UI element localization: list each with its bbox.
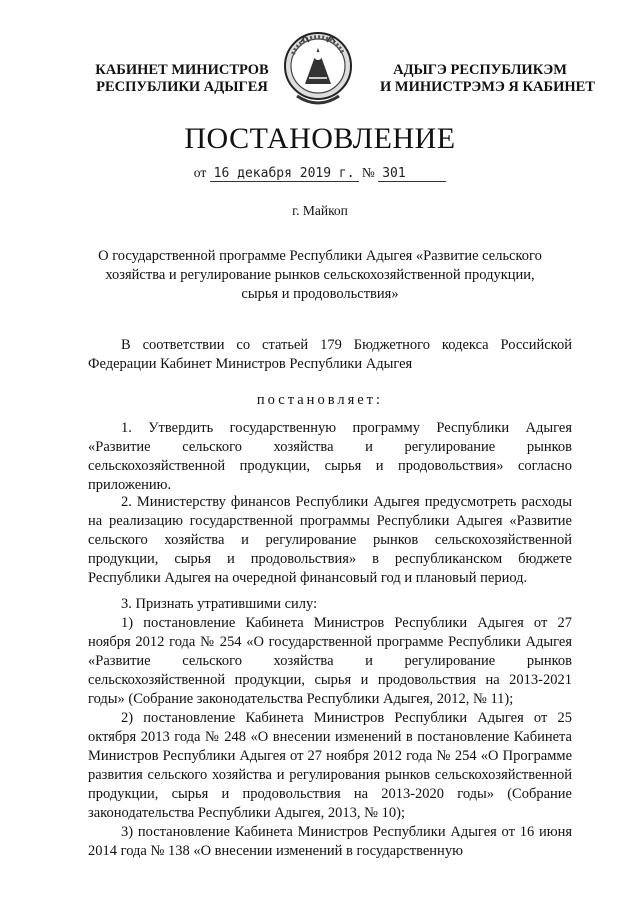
subject-line1: О государственной программе Республики Адыгея «Развитие сельского — [98, 248, 542, 264]
subject-heading — [80, 247, 560, 304]
item-1 — [88, 419, 572, 495]
item-3-sub-2: 2) постановление Кабинета Министров Республики Адыгея от 25 октября 2013 года № 248 «О внесении изменений в постановление Кабинета Министров Республики Адыгея от 27 ноября 2012 года № 254 «О Программе развития сельского хозяйства и регулирования рынков сельскохозяйственной продукции, сырья и продовольствия на 2013-2020 годы» (Собрание законодательства Республики Адыгея, 2013, № 10); — [88, 710, 572, 821]
subject-line2: хозяйства и регулирование рынков сельскохозяйственной продукции, — [105, 267, 535, 283]
coat-of-arms-icon — [279, 26, 357, 112]
item-3-heading: 3. Признать утратившими силу: — [121, 596, 318, 612]
header-left-line1: КАБИНЕТ МИНИСТРОВ — [95, 62, 269, 78]
document-title: ПОСТАНОВЛЕНИЕ — [184, 122, 456, 155]
intro-paragraph — [88, 336, 572, 374]
date-value: 16 декабря 2019 г. — [210, 166, 359, 182]
item-1-text: 1. Утвердить государственную программу Республики Адыгея «Развитие сельского хозяйства и регулирование рынков сельскохозяйственной продукции, сырья и продовольствия» согласно приложению. — [88, 420, 572, 493]
header-right — [380, 62, 595, 96]
subject-line3: сырья и продовольствия» — [241, 286, 399, 302]
header-right-line1: АДЫГЭ РЕСПУБЛИКЭМ — [393, 62, 567, 78]
item-3-sub-3: 3) постановление Кабинета Министров Республики Адыгея от 16 июня 2014 года № 138 «О внесении изменений в государственную — [88, 824, 572, 859]
item-3-sub-1: 1) постановление Кабинета Министров Республики Адыгея от 27 ноября 2012 года № 254 «О государственной программе Республики Адыгея «Развитие сельского хозяйства и регулирование рынков сельскохозяйственной продукции, сырья и продовольствия на 2013-2021 годы» (Собрание законодательства Республики Адыгея, 2012, № 11); — [88, 615, 572, 707]
header-left — [92, 62, 272, 96]
intro-text: В соответствии со статьей 179 Бюджетного кодекса Российской Федерации Кабинет Министров Республики Адыгея — [88, 337, 572, 372]
header-right-line2: И МИНИСТРЭМЭ Я КАБИНЕТ — [380, 79, 595, 95]
date-prefix: от — [193, 165, 207, 180]
city: г. Майкоп — [292, 203, 348, 218]
number-value: 301 — [378, 166, 446, 182]
item-2 — [88, 493, 572, 588]
item-2-text: 2. Министерству финансов Республики Адыгея предусмотреть расходы на реализацию государственной программы Республики Адыгея «Развитие сельского хозяйства и регулирование рынков сельскохозяйственной продукции, сырья и продовольствия» в республиканском бюджете Республики Адыгея на очередной финансовый год и плановый период. — [88, 494, 572, 586]
item-3 — [88, 595, 572, 861]
header-left-line2: РЕСПУБЛИКИ АДЫГЕЯ — [96, 79, 268, 95]
date-line — [0, 165, 640, 182]
decree-word: постановляет: — [256, 392, 384, 408]
number-prefix: № — [361, 165, 375, 180]
